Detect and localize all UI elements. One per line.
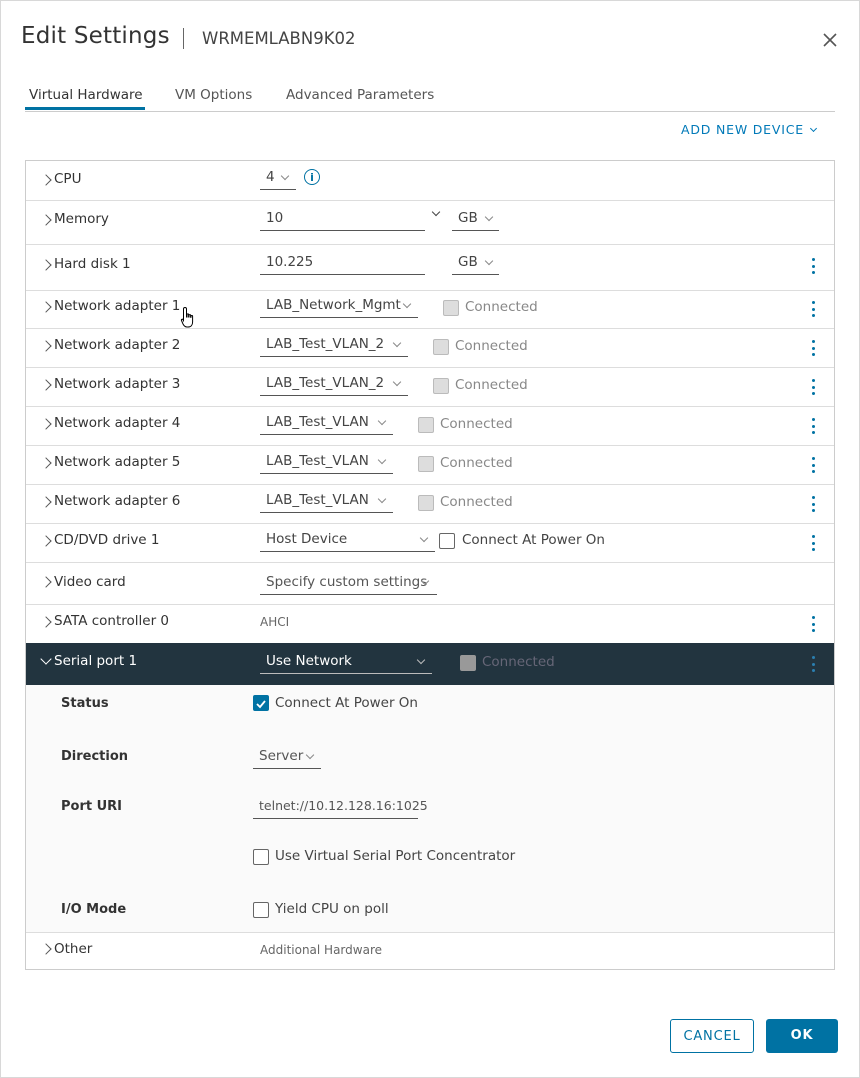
more-actions-icon[interactable] [812,379,816,395]
more-actions-icon[interactable] [812,656,816,672]
connected-label: Connected [440,416,513,432]
info-icon[interactable]: i [304,169,320,185]
chevron-right-icon[interactable] [40,301,51,312]
hw-row-cd-dvd-drive [26,523,834,563]
network-adapter-label: Network adapter 4 [54,415,181,431]
chevron-right-icon[interactable] [40,457,51,468]
close-icon[interactable] [821,31,839,49]
hard-disk-size-input[interactable]: 10.225 [260,252,425,275]
hw-row-cpu [26,161,834,201]
connected-label: Connected [440,455,513,471]
hw-row-serial-port [26,643,834,685]
connected-checkbox[interactable] [433,378,449,394]
tab-vm-options[interactable]: VM Options [175,87,253,103]
hw-row-sata-controller [26,604,834,644]
sata-label: SATA controller 0 [54,613,170,629]
hw-row-other [26,932,834,968]
more-actions-icon[interactable] [812,258,816,274]
connected-checkbox[interactable] [418,456,434,472]
sata-type-value: AHCI [260,615,290,629]
connected-label: Connected [482,654,555,670]
hardware-list [25,160,835,970]
other-value: Additional Hardware [260,943,382,957]
hw-row-network-adapter-2 [26,328,834,368]
chevron-right-icon[interactable] [40,340,51,351]
caret-icon [485,213,493,221]
caret-icon [281,172,289,180]
hw-row-network-adapter-6 [26,484,834,524]
connected-checkbox[interactable] [418,417,434,433]
connected-label: Connected [455,338,528,354]
hard-disk-unit-select[interactable]: GB [452,252,499,275]
caret-icon [378,495,386,503]
tab-bar [25,85,835,112]
chevron-down-icon[interactable] [432,208,440,216]
ok-button[interactable]: OK [766,1019,838,1053]
network-select[interactable]: LAB_Test_VLAN_2 [260,373,408,396]
network-adapter-label: Network adapter 2 [54,337,181,353]
hw-row-network-adapter-5 [26,445,834,485]
connect-at-power-on-checkbox[interactable] [439,533,455,549]
chevron-right-icon[interactable] [40,174,51,185]
direction-select[interactable]: Server [253,746,321,769]
network-select[interactable]: LAB_Test_VLAN [260,451,393,474]
network-adapter-label: Network adapter 3 [54,376,181,392]
network-select[interactable]: LAB_Network_Mgmt [260,295,418,318]
video-card-select[interactable]: Specify custom settings [260,572,437,595]
status-check-label: Connect At Power On [275,695,418,711]
connected-label: Connected [455,377,528,393]
connected-checkbox[interactable] [418,495,434,511]
cancel-button[interactable]: CANCEL [670,1019,754,1053]
caret-icon [420,534,428,542]
network-adapter-label: Network adapter 5 [54,454,181,470]
more-actions-icon[interactable] [812,340,816,356]
other-label: Other [54,941,93,957]
direction-label: Direction [61,749,129,764]
serial-type-select[interactable]: Use Network [260,651,432,674]
vspc-label: Use Virtual Serial Port Concentrator [275,848,516,864]
caret-icon [306,751,314,759]
tab-advanced-parameters[interactable]: Advanced Parameters [286,87,435,103]
chevron-right-icon[interactable] [40,214,51,225]
yield-cpu-checkbox[interactable] [253,902,269,918]
connected-label: Connected [465,299,538,315]
serial-port-details [26,685,834,933]
caret-icon [378,417,386,425]
more-actions-icon[interactable] [812,418,816,434]
caret-icon [403,300,411,308]
network-adapter-label: Network adapter 6 [54,493,181,509]
more-actions-icon[interactable] [812,496,816,512]
cd-dvd-label: CD/DVD drive 1 [54,532,160,548]
hw-row-memory [26,200,834,245]
connected-checkbox[interactable] [433,339,449,355]
hand-cursor-icon [180,306,198,330]
connected-label: Connected [440,494,513,510]
chevron-right-icon[interactable] [40,616,51,627]
memory-input[interactable]: 10 [260,208,425,231]
vm-name: WRMEMLABN9K02 [202,29,356,48]
connected-checkbox[interactable] [443,300,459,316]
chevron-down-icon [810,125,817,132]
chevron-right-icon[interactable] [40,496,51,507]
cpu-label: CPU [54,171,82,187]
chevron-right-icon[interactable] [40,576,51,587]
network-select[interactable]: LAB_Test_VLAN [260,412,393,435]
connected-checkbox [460,655,476,671]
io-mode-label: I/O Mode [61,902,127,917]
more-actions-icon[interactable] [812,535,816,551]
connect-at-power-on-label: Connect At Power On [462,532,605,548]
hw-row-video-card [26,562,834,605]
network-select[interactable]: LAB_Test_VLAN [260,490,393,513]
chevron-right-icon[interactable] [40,943,51,954]
chevron-right-icon[interactable] [40,418,51,429]
caret-icon [393,339,401,347]
active-tab-indicator [25,107,145,110]
chevron-right-icon[interactable] [40,535,51,546]
video-card-label: Video card [54,574,126,590]
caret-icon [417,656,425,664]
hw-row-hard-disk [26,244,834,291]
status-label: Status [61,696,109,711]
yield-cpu-label: Yield CPU on poll [275,901,389,917]
caret-icon [393,378,401,386]
cd-dvd-select[interactable]: Host Device [260,529,435,552]
title-separator [183,28,184,49]
hard-disk-label: Hard disk 1 [54,256,131,272]
caret-icon [378,456,386,464]
connect-at-power-on-checkbox[interactable] [253,695,269,711]
hw-row-network-adapter-4 [26,406,834,446]
memory-label: Memory [54,211,109,227]
dialog-title: Edit Settings [21,23,170,49]
hw-row-network-adapter-3 [26,367,834,407]
port-uri-input[interactable]: telnet://10.12.128.16:1025 [253,796,418,819]
serial-port-label: Serial port 1 [54,653,138,669]
more-actions-icon[interactable] [812,457,816,473]
more-actions-icon[interactable] [812,301,816,317]
port-uri-label: Port URI [61,799,123,814]
hw-row-network-adapter-1 [26,290,834,329]
chevron-right-icon[interactable] [40,379,51,390]
checkmark-icon [254,697,268,711]
chevron-down-icon[interactable] [40,653,51,664]
caret-icon [485,257,493,265]
add-new-device-button[interactable]: ADD NEW DEVICE [681,122,816,137]
chevron-right-icon[interactable] [40,259,51,270]
network-adapter-label: Network adapter 1 [54,298,181,314]
more-actions-icon[interactable] [812,616,816,632]
network-select[interactable]: LAB_Test_VLAN_2 [260,334,408,357]
tab-virtual-hardware[interactable]: Virtual Hardware [29,87,143,103]
vspc-checkbox[interactable] [253,849,269,865]
cpu-select[interactable]: 4 [260,167,296,190]
memory-unit-select[interactable]: GB [452,208,499,231]
